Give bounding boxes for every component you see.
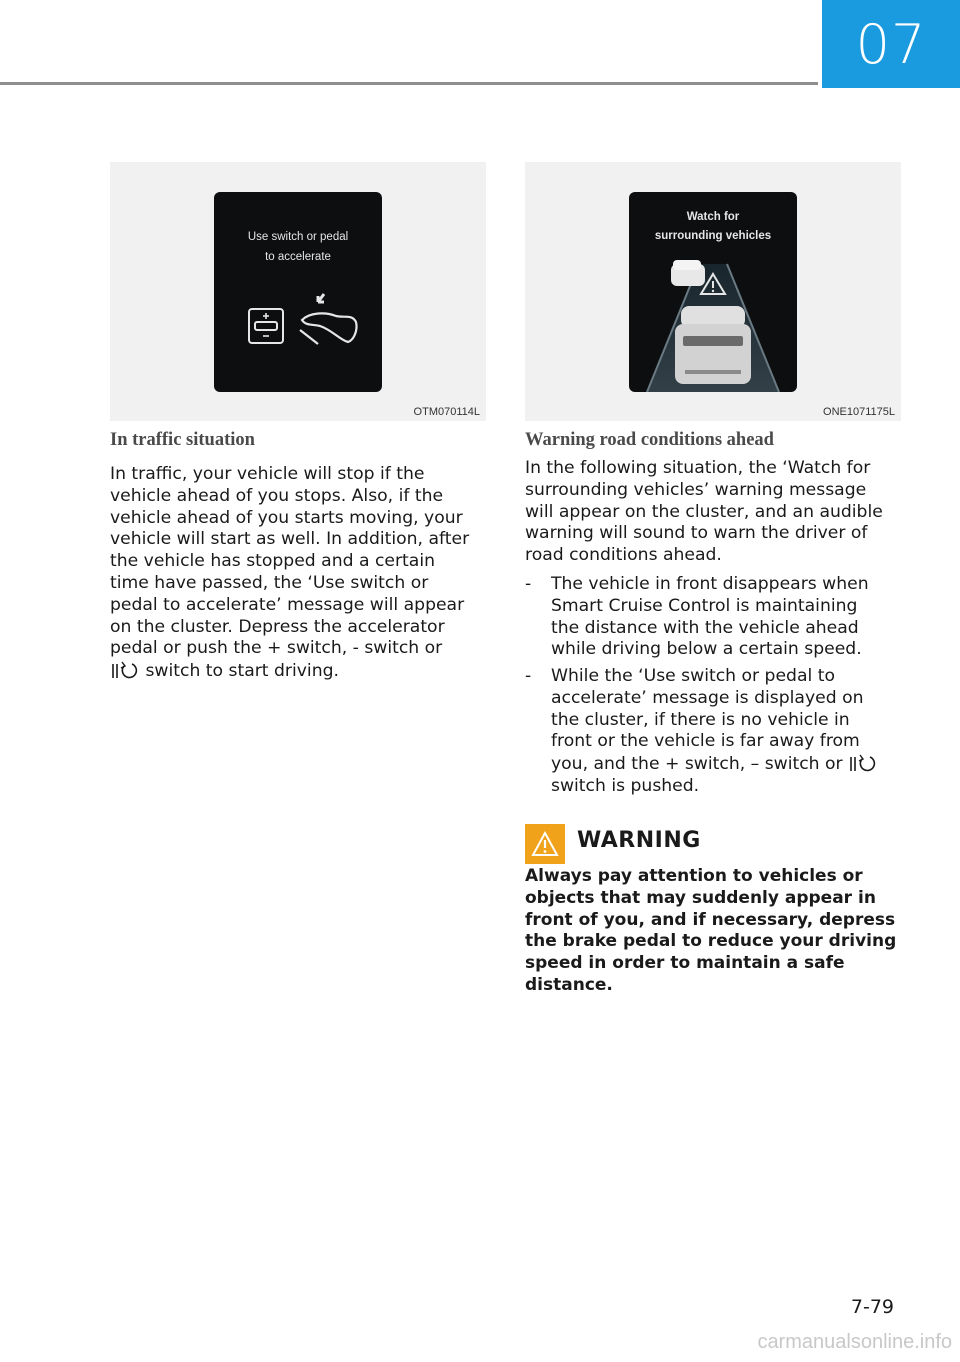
bullet-line: The vehicle in front disappears when — [551, 574, 869, 594]
bullet-line: While the ‘Use switch or pedal to — [551, 666, 835, 686]
cruise-resume-switch-icon — [110, 660, 140, 680]
own-vehicle-icon — [675, 306, 751, 384]
warning-triangle-icon — [531, 831, 559, 857]
page-number: 7-79 — [850, 1296, 894, 1318]
bullet-text — [551, 666, 891, 798]
figure-use-switch-or-pedal — [110, 162, 486, 421]
warning-road-paragraph — [525, 458, 905, 567]
traffic-paragraph — [110, 464, 490, 683]
bullet-line: while driving below a certain speed. — [551, 639, 862, 660]
paragraph-line: pedal or push the + switch, - switch or — [110, 638, 443, 659]
paragraph-line: pedal to accelerate’ message will appear — [110, 594, 465, 615]
screen-text-line2: to accelerate — [265, 251, 331, 263]
bullet-line: the cluster, if there is no vehicle in — [551, 709, 850, 730]
bullet-line: front or the vehicle is far away from — [551, 731, 860, 752]
paragraph-line: will appear on the cluster, and an audible — [525, 501, 883, 522]
section-heading-warning-road: Warning road conditions ahead — [525, 430, 774, 450]
bullet-line: switch is pushed. — [551, 775, 700, 796]
bullet-line: you, and the + switch, – switch or — [551, 754, 843, 775]
warning-line: objects that may suddenly appear in — [525, 887, 876, 908]
warning-line: Always pay attention to vehicles or — [525, 866, 863, 886]
paragraph-line: surrounding vehicles’ warning message — [525, 479, 867, 500]
figure-caption: ONE1071175L — [823, 406, 895, 418]
section-heading-traffic: In traffic situation — [110, 430, 255, 450]
paragraph-line: on the cluster. Depress the accelerator — [110, 616, 445, 637]
warning-line: front of you, and if necessary, depress — [525, 909, 896, 930]
paragraph-line-last — [110, 660, 490, 683]
watermark: carmanualsonline.info — [757, 1331, 952, 1353]
warning-line: speed in order to maintain a safe — [525, 953, 845, 974]
paragraph-line: time have passed, the ‘Use switch or — [110, 572, 429, 593]
vehicle-ahead-icon — [671, 260, 705, 286]
screen-text-line1: Watch for — [686, 211, 740, 223]
cluster-screen — [214, 192, 382, 392]
paragraph-line: In the following situation, the ‘Watch for — [525, 458, 871, 478]
road-scene-graphic — [629, 254, 797, 392]
bullet-dash: - — [525, 666, 532, 686]
paragraph-line: road conditions ahead. — [525, 545, 722, 566]
paragraph-line: vehicle will start as well. In addition, after — [110, 529, 470, 550]
bullet-line: Smart Cruise Control is maintaining — [551, 595, 858, 616]
bullet-line: the distance with the vehicle ahead — [551, 617, 859, 638]
paragraph-line: vehicle ahead of you starts moving, your — [110, 507, 463, 528]
screen-text-line2: surrounding vehicles — [654, 230, 772, 242]
figure-watch-surrounding-vehicles — [525, 162, 901, 421]
bullet-line-with-icon — [551, 753, 891, 776]
pedal-foot-icon — [296, 290, 362, 350]
warning-title: WARNING — [577, 828, 701, 853]
paragraph-line: the vehicle has stopped and a certain — [110, 551, 435, 572]
paragraph-line: In traffic, your vehicle will stop if the — [110, 464, 425, 484]
cluster-screen — [629, 192, 797, 392]
screen-text-line1: Use switch or pedal — [247, 231, 349, 243]
warning-line: the brake pedal to reduce your driving — [525, 931, 897, 952]
paragraph-line: vehicle ahead of you stops. Also, if the — [110, 485, 444, 506]
paragraph-line: warning will sound to warn the driver of — [525, 523, 868, 544]
chapter-tab: 07 — [822, 0, 960, 88]
figure-caption: OTM070114L — [413, 406, 480, 418]
warning-line: distance. — [525, 974, 613, 995]
bullet-dash: - — [525, 574, 532, 594]
warning-badge — [525, 824, 565, 864]
bullet-line: accelerate’ message is displayed on — [551, 687, 864, 708]
header-rule — [0, 82, 818, 85]
bullet-text — [551, 574, 891, 661]
paragraph-last-text: switch to start driving. — [145, 661, 339, 682]
warning-text — [525, 866, 905, 997]
cruise-resume-switch-icon — [848, 753, 878, 773]
plus-minus-switch-icon — [246, 306, 286, 346]
